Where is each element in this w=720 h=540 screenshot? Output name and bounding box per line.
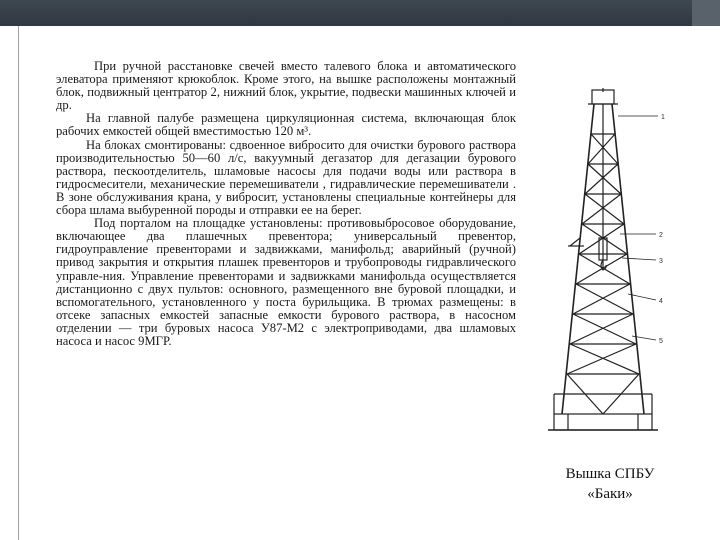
caption-line-2: «Баки» — [587, 486, 633, 502]
body-text — [56, 60, 516, 348]
crown-block-frame — [592, 90, 614, 104]
paragraph-blowout-equipment: Под порталом на площадке установлены: противовыбросовое оборудование, включающее два плашечных превентора; универсальный превентор, гидроуправление превенторами и задвижками, манифольд; аварийный (ручной) привод закрытия и открытия плашек превенторов и трубопроводы гидравлического управле-ния. Управление превенторами и задвижками манифольда осуществляется дистанционно с двух пультов: основного, размещенного вне буровой площадки, и вспомогательного, установленного у поста бурильщика. В трюмах размещены: в отсеке запасных емкостей запасные емкости бурового раствора, в насосном отделении — три буровых насоса У87-М2 с электроприводами, два шламовых насоса и насос 9МГР. — [56, 216, 516, 348]
caption-line-1: Вышка СПБУ — [565, 466, 655, 482]
derrick-base — [554, 414, 652, 430]
paragraph-mud-equipment: На блоках смонтированы: сдвоенное вибросито для очистки бурового раствора производительностью 50—60 л/с, вакуумный дегазатор для дегазации бурового раствора, пескоотделитель, шламовые насосы для подачи воды или раствора в гидросмесители, механические перемешиватели , гидравлические перемешиватели . В зоне обслуживания крана, у вибросит, установлены специальные контейнеры для сбора шлама выбуренной породы и отправки ее на берег. — [56, 137, 516, 218]
callout-4: 4 — [659, 298, 663, 305]
paragraph-crown-block: При ручной расстановке свечей вместо талевого блока и автоматического элеватора применяют крюкоблок. Кроме этого, на вышке расположены монтажный блок, подвижный центратор 2, нижний блок, укрытие, подвески машинных ключей и др. — [56, 59, 516, 113]
callout-2: 2 — [659, 232, 663, 239]
figure-caption — [530, 464, 690, 504]
slide-header-bar — [0, 0, 720, 26]
callout-5: 5 — [659, 338, 663, 345]
left-divider-line — [18, 26, 19, 540]
callout-1: 1 — [661, 114, 665, 121]
derrick-drawing — [540, 88, 680, 458]
callout-3: 3 — [659, 258, 663, 265]
header-accent-block — [692, 0, 720, 26]
paragraph-circulation-system: На главной палубе размещена циркуляционная система, включающая блок рабочих емкостей общей вместимостью 120 м³. — [56, 111, 516, 139]
left-leg — [562, 104, 594, 414]
